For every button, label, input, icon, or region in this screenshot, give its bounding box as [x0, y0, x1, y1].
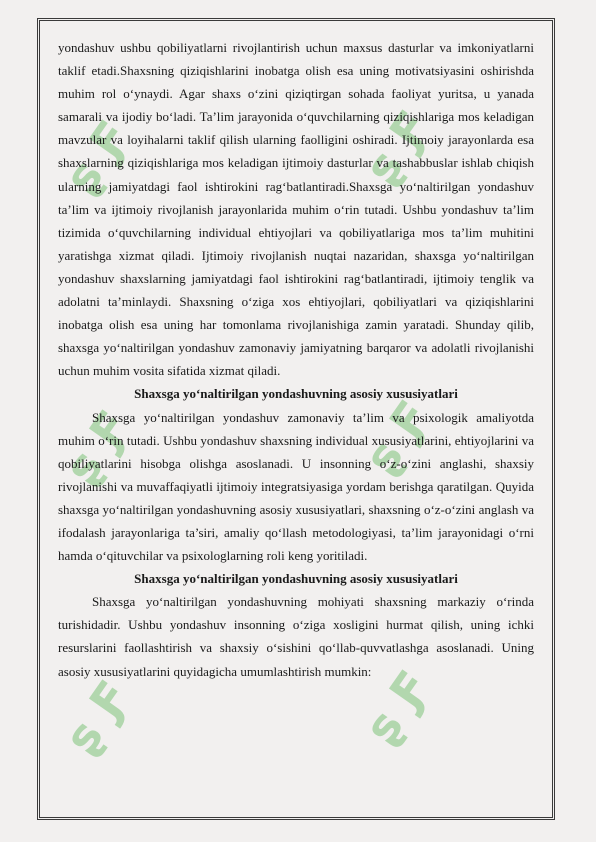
watermark-logo-icon: ʂ Ƒ: [353, 100, 441, 194]
section-heading: Shaxsga yo‘naltirilgan yondashuvning asosiy xususiyatlari: [134, 571, 458, 587]
watermark-logo-icon: ʂ Ƒ: [53, 400, 141, 494]
paragraph-features: Shaxsga yo‘naltirilgan yondashuv zamonaviy ta’lim va psixologik amaliyotda muhim o‘rin tutadi. Ushbu yondashuv shaxsning individual xususiyatlarini, ehtiyojlarini va qobiliyatlarini hisobga olishga asoslanadi. U insonning o‘z-o‘zini anglashi, shaxsiy rivojlanishi va muvaffaqiyatli ijtimoiy integratsiyasiga yordam berishga qaratilgan. Quyida shaxsga yo‘naltirilgan yondashuvning asosiy xususiyatlari, shaxsning o‘z-o‘zini anglash va ifodalash jarayonlariga ta’siri, amaliy qo‘llash metodologiyasi, ta’lim jarayonidagi o‘rni hamda o‘qituvchilar va psixologlarning roli keng yoritiladi.: [58, 409, 534, 564]
watermark-logo-icon: ʂ Ƒ: [353, 390, 441, 484]
paragraph-essence: Shaxsga yo‘naltirilgan yondashuvning mohiyati shaxsning markaziy o‘rinda turishidadir. Ushbu yondashuv insonning o‘ziga xosligini hurmat qilish, uning ichki resurslarini faollashtirish va shaxsiy o‘sishini qo‘llab-quvvatlashga asoslanadi. Uning asosiy xususiyatlarini quyidagicha umumlashtirish mumkin:: [58, 594, 534, 679]
paragraph-intro: yondashuv ushbu qobiliyatlarni rivojlantirish uchun maxsus dasturlar va imkoniyatlarni taklif etadi.Shaxsning qiziqishlarini inobatga olish esa uning motivatsiyasini oshirishda muhim rol o‘ynaydi. Agar shaxs o‘zini qiziqtirgan sohada faoliyat yuritsa, u yanada samarali va ijodiy bo‘ladi. Ta’lim jarayonida o‘quvchilarning qiziqishlariga mos keladigan mavzular va loyihalarni taklif qilish ularning faolligini oshiradi. Ijtimoiy jarayonlarda esa shaxslarning qiziqishlariga mos keladigan ijtimoiy dasturlar va tashabbuslar ishlab chiqish ularning jamiyatdagi faol ishtirokini rag‘batlantiradi.Shaxsga yo‘naltirilgan yondashuv ta’lim va ijtimoiy rivojlanish jarayonlarida muhim o‘rin tutadi. Ushbu yondashuv ta’lim tizimida o‘quvchilarning individual ehtiyojlari va qobiliyatlariga mos ta’lim muhitini yaratishga xizmat qiladi. Ijtimoiy rivojlanish nuqtai nazaridan, shaxsga yo‘naltirilgan yondashuv shaxslarning jamiyatdagi faol ishtirokini rag‘batlantiradi, ijtimoiy tenglik va adolatni ta’minlaydi. Shaxsning o‘ziga xos ehtiyojlari, qobiliyatlari va qiziqishlarini inobatga olish esa uning har tomonlama rivojlanishiga zamin yaratadi. Shunday qilib, shaxsga yo‘naltirilgan yondashuv zamonaviy jamiyatning barqaror va adolatli rivojlanishi uchun muhim vosita sifatida xizmat qiladi.: [58, 40, 534, 379]
document-body: [58, 36, 534, 683]
watermark-logo-icon: ʂ Ƒ: [53, 110, 141, 204]
watermark-logo-icon: ʂ Ƒ: [353, 660, 441, 754]
section-heading: Shaxsga yo‘naltirilgan yondashuvning asosiy xususiyatlari: [134, 386, 458, 402]
watermark-logo-icon: ʂ Ƒ: [53, 670, 141, 764]
